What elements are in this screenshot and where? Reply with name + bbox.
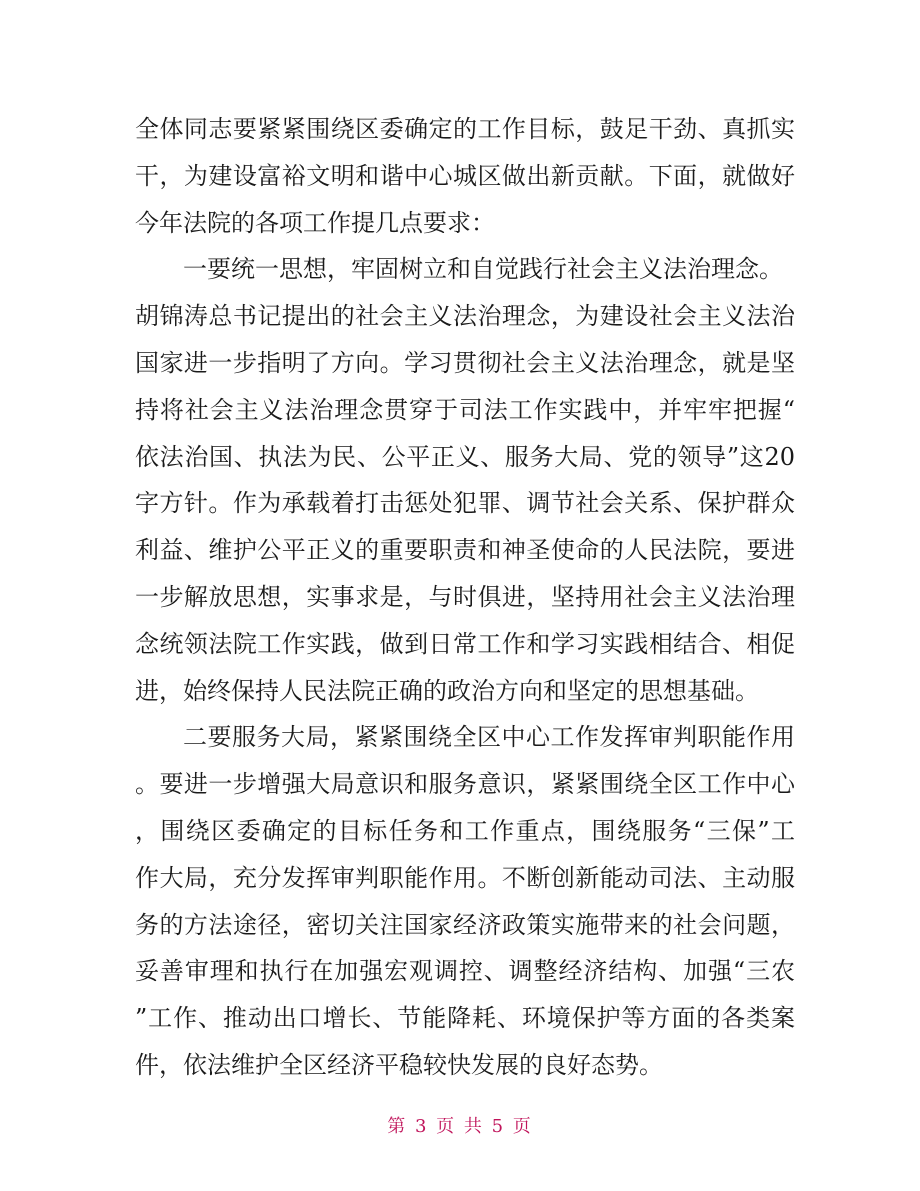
text-line: 胡锦涛总书记提出的社会主义法治理念，为建设社会主义法治 xyxy=(135,302,795,331)
text-line: 件，依法维护全区经济平稳较快发展的良好态势。 xyxy=(135,1050,663,1079)
page-number-footer: 第 3 页 共 5 页 xyxy=(387,1116,533,1137)
text-line: ”工作、推动出口增长、节能降耗、环境保护等方面的各类案 xyxy=(135,1004,795,1033)
text-line: 字方针。作为承载着打击惩处犯罪、调节社会关系、保护群众 xyxy=(135,489,795,518)
text-line: 念统领法院工作实践，做到日常工作和学习实践相结合、相促 xyxy=(135,629,795,658)
text-line: 进，始终保持人民法院正确的政治方向和坚定的思想基础。 xyxy=(135,676,759,705)
text-line: 作大局，充分发挥审判职能作用。不断创新能动司法、主动服 xyxy=(135,863,795,892)
paragraph-heading-1: 一要统一思想，牢固树立和自觉践行社会主义法治理念。 xyxy=(183,255,783,284)
text-line: 今年法院的各项工作提几点要求： xyxy=(135,208,495,237)
text-line: 依法治国、执法为民、公平正义、服务大局、党的领导”这20 xyxy=(135,442,795,471)
text-line: 利益、维护公平正义的重要职责和神圣使命的人民法院，要进 xyxy=(135,536,795,565)
paragraph-heading-2: 二要服务大局，紧紧围绕全区中心工作发挥审判职能作用 xyxy=(183,723,795,752)
text-line: 务的方法途径，密切关注国家经济政策实施带来的社会问题， xyxy=(135,910,795,939)
text-line: 全体同志要紧紧围绕区委确定的工作目标，鼓足干劲、真抓实 xyxy=(135,115,795,143)
body-text xyxy=(135,106,795,1089)
text-line: ，围绕区委确定的目标任务和工作重点，围绕服务“三保”工 xyxy=(135,816,795,845)
text-line: 妥善审理和执行在加强宏观调控、调整经济结构、加强“三农 xyxy=(135,957,795,986)
text-line: 持将社会主义法治理念贯穿于司法工作实践中，并牢牢把握“ xyxy=(135,395,795,424)
text-line: 国家进一步指明了方向。学习贯彻社会主义法治理念，就是坚 xyxy=(135,348,795,377)
text-line: 干，为建设富裕文明和谐中心城区做出新贡献。下面，就做好 xyxy=(135,161,795,190)
text-line: 。要进一步增强大局意识和服务意识，紧紧围绕全区工作中心 xyxy=(135,770,795,799)
text-line: 一步解放思想，实事求是，与时俱进，坚持用社会主义法治理 xyxy=(135,582,795,611)
